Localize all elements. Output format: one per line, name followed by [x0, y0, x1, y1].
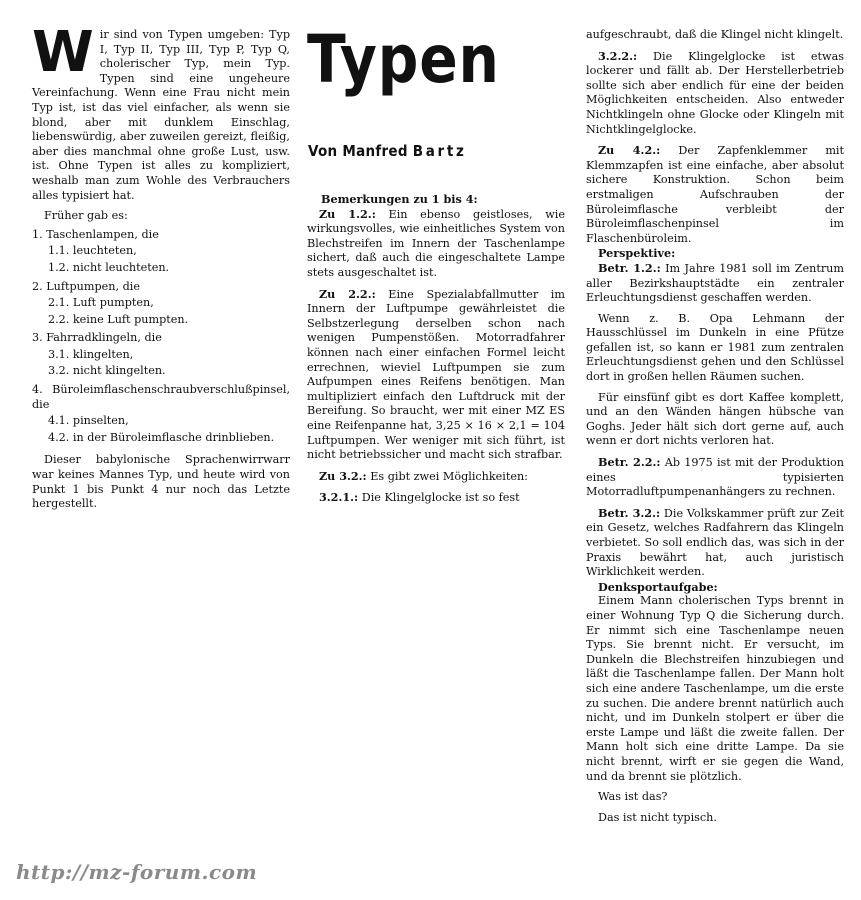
remark-label: Zu 3.2.:: [319, 468, 367, 483]
remark-label: 3.2.1.:: [319, 490, 359, 505]
closing-paragraph: Dieser babylonische Sprachenwirrwarr war keines Mannes Typ, und heute wird von Punkt 1 bis Punkt 4 nur noch das Letzte hergestellt.: [32, 453, 290, 511]
list-subitem: 2.2. keine Luft pumpten.: [48, 312, 189, 326]
section-heading-perspective: Perspektive:: [598, 246, 676, 261]
section-heading-remarks: Bemerkungen zu 1 bis 4:: [321, 192, 478, 206]
section-heading-puzzle: Denksportaufgabe:: [598, 579, 718, 594]
list-subitem: 4.2. in der Büroleimflasche drinblieben.: [48, 430, 275, 444]
list-subitem: 1.2. nicht leuchteten.: [48, 260, 170, 274]
remark-paragraph: [307, 469, 565, 485]
remark-text: Im Jahre 1981 soll im Zentrum aller Bezirkshauptstädte ein zentraler Erleuchtungsdienst geschaffen werden.: [586, 261, 844, 305]
remark-label: Zu 1.2.:: [319, 206, 376, 221]
list-item-label: 4. Büroleimflaschenschraubverschlußpinsel, die: [32, 383, 290, 411]
list-item-label: 2. Luftpumpen, die: [32, 279, 140, 293]
puzzle-question: Was ist das?: [598, 790, 668, 804]
list-item: [32, 280, 290, 328]
continued-paragraph: aufgeschraubt, daß die Klingel nicht klingelt.: [586, 28, 844, 41]
puzzle-answer: Das ist nicht typisch.: [598, 810, 717, 824]
list-subitem: 3.1. klingelten,: [48, 347, 134, 361]
list-subitem: 3.2. nicht klingelten.: [48, 364, 166, 378]
remark-text: Eine Spezialabfallmutter im Innern der Luftpumpe gewährleistet die Selbstzerlegung derselben schon nach wenigen Pumpenstößen. Motorradfahrer können nach einer einfachen Formel leicht errechnen, wieviel Luftpumpen sie zum Aufpumpen eines Reifens benötigen. Man multipliziert einfach den Luftdruck mit der Bereifung. So braucht, wer mit einer MZ ES eine Reifenpanne hat, 3,25 × 16 × 2,1 = 104 Luftpumpen. Wer weniger mit sich führt, ist nicht betriebssicher und macht sich strafbar.: [307, 287, 565, 462]
column-3: [586, 28, 844, 825]
list-subitem: 2.1. Luft pumpten,: [48, 296, 154, 310]
remark-text: Der Zapfenklemmer mit Klemmzapfen ist eine einfache, aber absolut sichere Konstruktion. Schon beim erstmaligen Aufschrauben der Büroleimflasche verbleibt der Büroleimflaschenpinsel im Flaschenbüroleim.: [586, 144, 845, 245]
remark-paragraph: [307, 207, 565, 281]
perspective-paragraph: [586, 261, 844, 306]
remark-label: 3.2.2.:: [598, 48, 638, 63]
watermark-url: http://mz-forum.com: [16, 860, 258, 884]
remark-text: Ein ebenso geistloses, wie wirkungsvolles, wie einheitliches System von Blechstreifen im Innern der Taschenlampe sichert, daß auch die eingeschaltete Lampe stets ausgeschaltet ist.: [307, 207, 565, 279]
list-item-label: 3. Fahrradklingeln, die: [32, 331, 162, 345]
remark-label: Betr. 1.2.:: [598, 260, 661, 275]
list-subitem: 1.1. leuchteten,: [48, 244, 137, 258]
perspective-paragraph: Für einsfünf gibt es dort Kaffee komplett, und an den Wänden hängen hübsche van Goghs. Jeder hält sich dort gerne auf, auch wenn er dort nichts verloren hat.: [586, 390, 844, 448]
remark-paragraph: [586, 49, 844, 138]
remark-label: Zu 4.2.:: [598, 143, 661, 158]
list-subitem: 4.1. pinselten,: [48, 414, 129, 428]
remark-text: Ab 1975 ist mit der Produktion eines typisierten Motorradluftpumpenanhängers zu rechnen.: [586, 456, 845, 499]
perspective-paragraph: [586, 506, 844, 580]
column-2: [307, 192, 565, 506]
remark-label: Betr. 2.2.:: [598, 455, 661, 470]
intro-text: ir sind von Typen umgeben: Typ I, Typ II, Typ III, Typ P, Typ Q, cholerischer Typ, mein Typ. Typen sind eine ungeheure Vereinfachung. Wenn eine Frau nicht mein Typ ist, ist das viel einfacher, als wenn sie blond, aber mit dunklem Einschlag, liebenswürdig, aber zuweilen gereizt, fleißig, aber dies manchmal ohne große Lust, usw. ist. Ohne Typen ist alles zu kompliziert, weshalb man zum Wohle des Verbrauchers alles typisiert hat.: [32, 28, 290, 202]
list-item: [32, 383, 290, 445]
list-item: [32, 331, 290, 379]
remark-label: Zu 2.2.:: [319, 286, 376, 301]
remark-text: Die Volkskammer prüft zur Zeit ein Gesetz, welches Radfahrern das Klingeln verbietet. So soll endlich das, was sich in der Praxis bewährt hat, auch juristisch Wirklichkeit werden.: [586, 506, 844, 579]
remark-label: Betr. 3.2.:: [598, 505, 661, 520]
list-intro: Früher gab es:: [44, 209, 128, 223]
drop-cap: W: [32, 20, 94, 85]
perspective-paragraph: Wenn z. B. Opa Lehmann der Hausschlüssel im Dunkeln in eine Pfütze gefallen ist, so kann er 1981 zum zentralen Erleuchtungsdienst gehen und den Schlüssel dort in großen hellen Räumen suchen.: [586, 311, 844, 384]
type-list: [32, 209, 290, 445]
remark-text: Die Klingelglocke ist etwas lockerer und fällt ab. Der Herstellerbetrieb sollte sich aber endlich für eine der beiden Möglichkeiten entscheiden. Also entweder Nichtklingeln ohne Glocke oder Klingeln mit Nichtklingelglocke.: [586, 49, 844, 136]
remark-text: Die Klingelglocke ist so fest: [358, 491, 520, 505]
list-item: [32, 228, 290, 276]
perspective-paragraph: [586, 455, 844, 500]
intro-paragraph: [32, 20, 290, 203]
remark-paragraph: [307, 490, 565, 506]
remark-paragraph: [307, 287, 565, 463]
byline-surname: Bartz: [412, 142, 467, 160]
remark-text: Es gibt zwei Möglichkeiten:: [366, 469, 528, 483]
column-1: [32, 20, 290, 512]
byline: [308, 142, 467, 160]
puzzle-paragraph: Einem Mann cholerischen Typs brennt in einer Wohnung Typ Q die Sicherung durch. Er nimmt sich eine Taschenlampe neuen Typs. Sie brennt nicht. Er versucht, im Dunkeln die Blechstreifen hinzubiegen und läßt die Taschenlampe fallen. Der Mann holt sich eine andere Taschenlampe, um die erste zu suchen. Die andere brennt natürlich auch nicht, und im Dunkeln stolpert er über die erste Lampe und läßt die zweite fallen. Der Mann holt sich eine dritte Lampe. Da sie nicht brennt, wirft er sie gegen die Wand, und da brennt sie plötzlich.: [586, 594, 844, 783]
byline-prefix: Von Manfred: [308, 142, 408, 160]
list-item-label: 1. Taschenlampen, die: [32, 227, 159, 241]
article-title: Typen: [307, 21, 500, 98]
remark-paragraph: [586, 143, 844, 246]
